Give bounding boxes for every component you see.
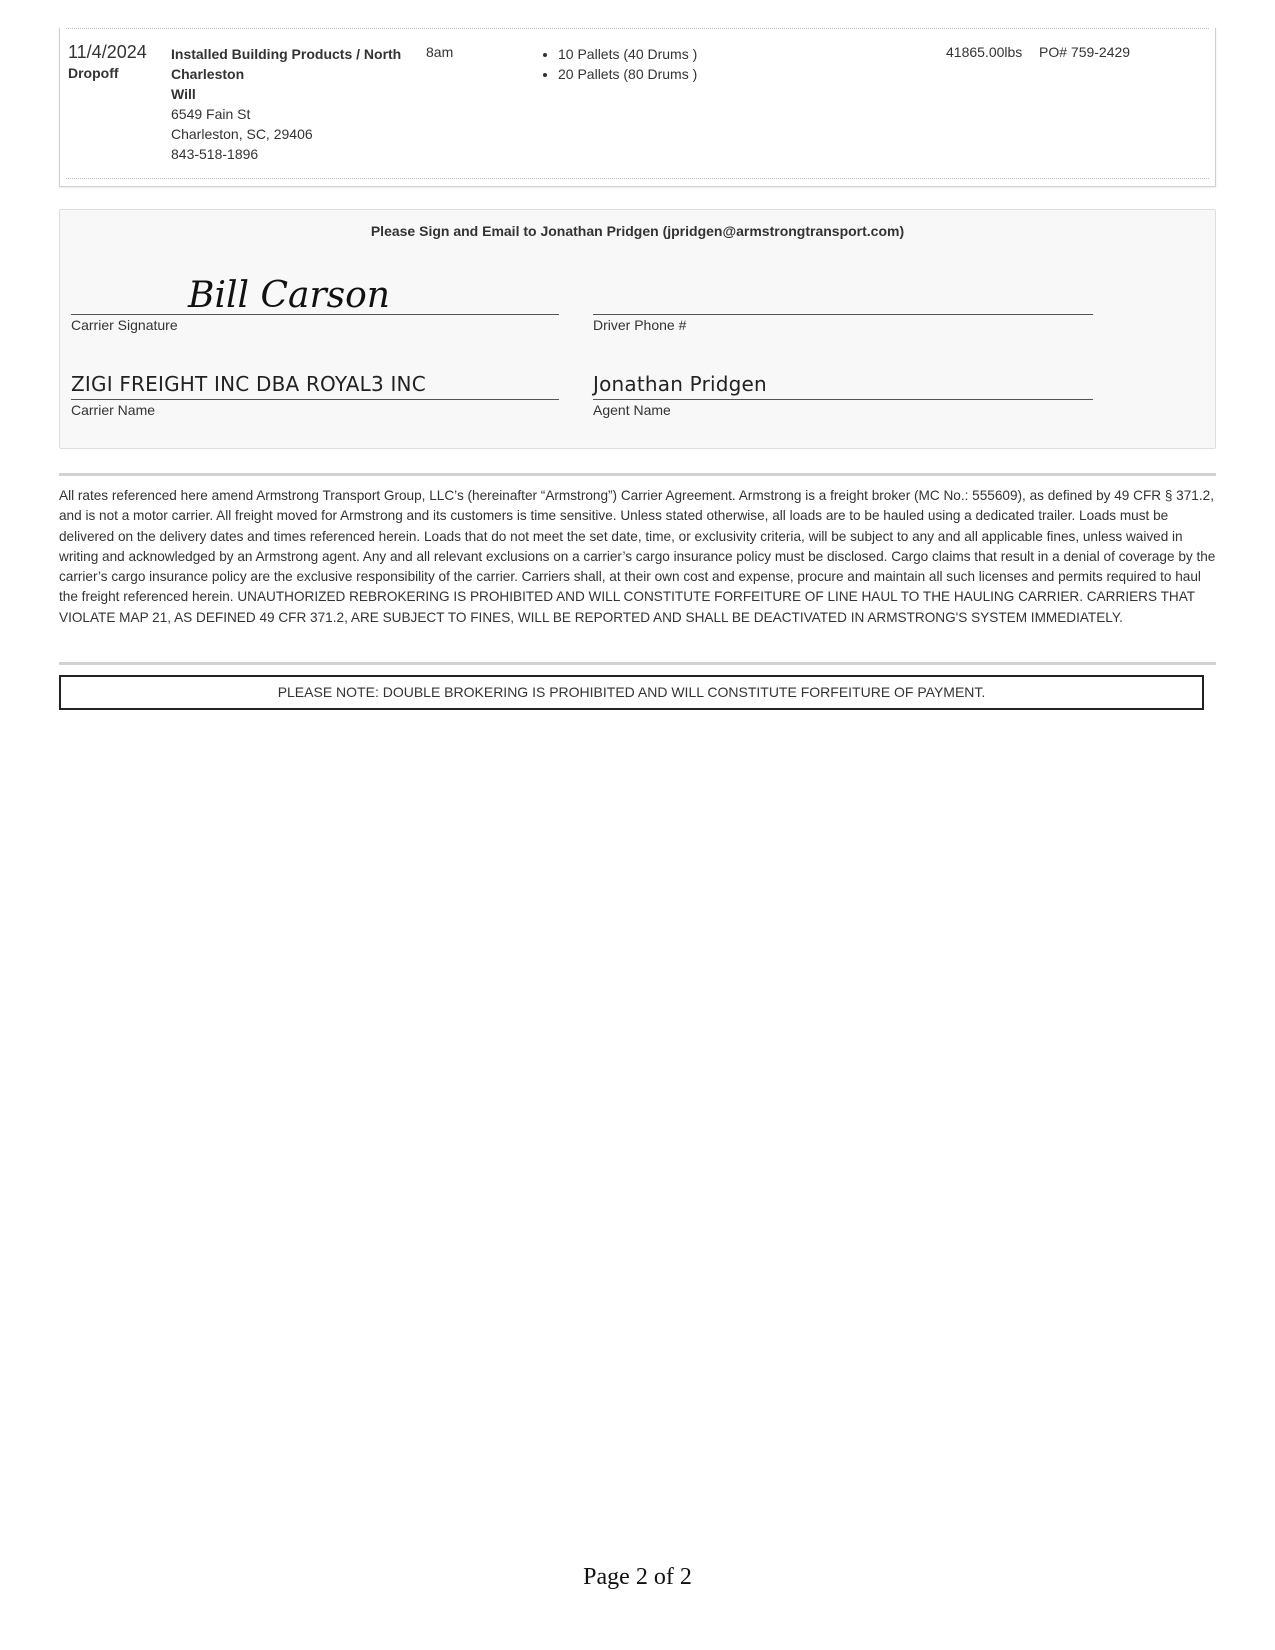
page-number: Page 2 of 2 [583, 1564, 692, 1590]
stop-type: Dropoff [68, 65, 119, 81]
carrier-name-field[interactable] [71, 399, 559, 400]
agent-name-value: Jonathan Pridgen [593, 372, 767, 396]
carrier-signature-field[interactable] [71, 314, 559, 315]
list-item: • 10 Pallets (40 Drums ) [558, 44, 697, 64]
stop-street: 6549 Fain St [171, 106, 251, 122]
stop-phone: 843-518-1896 [171, 146, 259, 162]
section-divider-top [59, 473, 1216, 476]
carrier-signature-label: Carrier Signature [71, 317, 178, 333]
stop-company: Installed Building Products / North Charleston [171, 46, 402, 82]
row-divider-bottom [66, 178, 1209, 179]
driver-phone-field[interactable] [593, 314, 1093, 315]
stop-city: Charleston, SC, 29406 [171, 126, 313, 142]
carrier-name-label: Carrier Name [71, 402, 156, 418]
stop-po-number: PO# 759-2429 [1039, 44, 1131, 60]
stop-contact: Will [171, 86, 196, 102]
signature-instructions: Please Sign and Email to Jonathan Pridgen (jpridgen@armstrongtransport.com) [370, 223, 905, 239]
list-item: • 20 Pallets (80 Drums ) [558, 64, 697, 84]
driver-phone-label: Driver Phone # [593, 317, 687, 333]
stop-items-list [537, 44, 697, 84]
stop-date: 11/4/2024 [68, 42, 147, 62]
stop-location [171, 44, 421, 164]
carrier-name-value: ZIGI FREIGHT INC DBA ROYAL3 INC [71, 372, 426, 396]
double-brokering-notice: PLEASE NOTE: DOUBLE BROKERING IS PROHIBITED AND WILL CONSTITUTE FORFEITURE OF PAYMENT. [59, 675, 1204, 710]
stop-time: 8am [426, 44, 454, 60]
section-divider-bottom [59, 662, 1216, 665]
stop-row [59, 28, 1216, 187]
carrier-signature-value: Bill Carson [188, 275, 390, 316]
agent-name-label: Agent Name [593, 402, 671, 418]
signature-panel [59, 209, 1216, 449]
stop-weight: 41865.00lbs [946, 44, 1023, 60]
agent-name-field[interactable] [593, 399, 1093, 400]
row-divider-top [66, 28, 1209, 29]
terms-paragraph: All rates referenced here amend Armstrong Transport Group, LLC’s (hereinafter “Armstrong”) Carrier Agreement. Armstrong is a freight broker (MC No.: 555609), as defined by 49 CFR § 371.2, and is not a motor carrier. All freight moved for Armstrong and its customers is time sensitive. Unless stated otherwise, all loads are to be hauled using a dedicated trailer. Loads must be delivered on the delivery dates and times referenced herein. Loads that do not meet the set date, time, or exclusivity criteria, will be subject to any and all applicable fines, unless waived in writing and acknowledged by an Armstrong agent. Any and all relevant exclusions on a carrier’s cargo insurance policy must be disclosed. Cargo claims that result in a denial of coverage by the carrier’s cargo insurance policy are the exclusive responsibility of the carrier. Carriers shall, at their own cost and expense, procure and maintain all such licenses and permits required to haul the freight referenced herein. UNAUTHORIZED REBROKERING IS PROHIBITED AND WILL CONSTITUTE FORFEITURE OF LINE HAUL TO THE HAULING CARRIER. CARRIERS THAT VIOLATE MAP 21, AS DEFINED 49 CFR 371.2, ARE SUBJECT TO FINES, WILL BE REPORTED AND SHALL BE DEACTIVATED IN ARMSTRONG'S SYSTEM IMMEDIATELY. [59, 488, 1216, 625]
